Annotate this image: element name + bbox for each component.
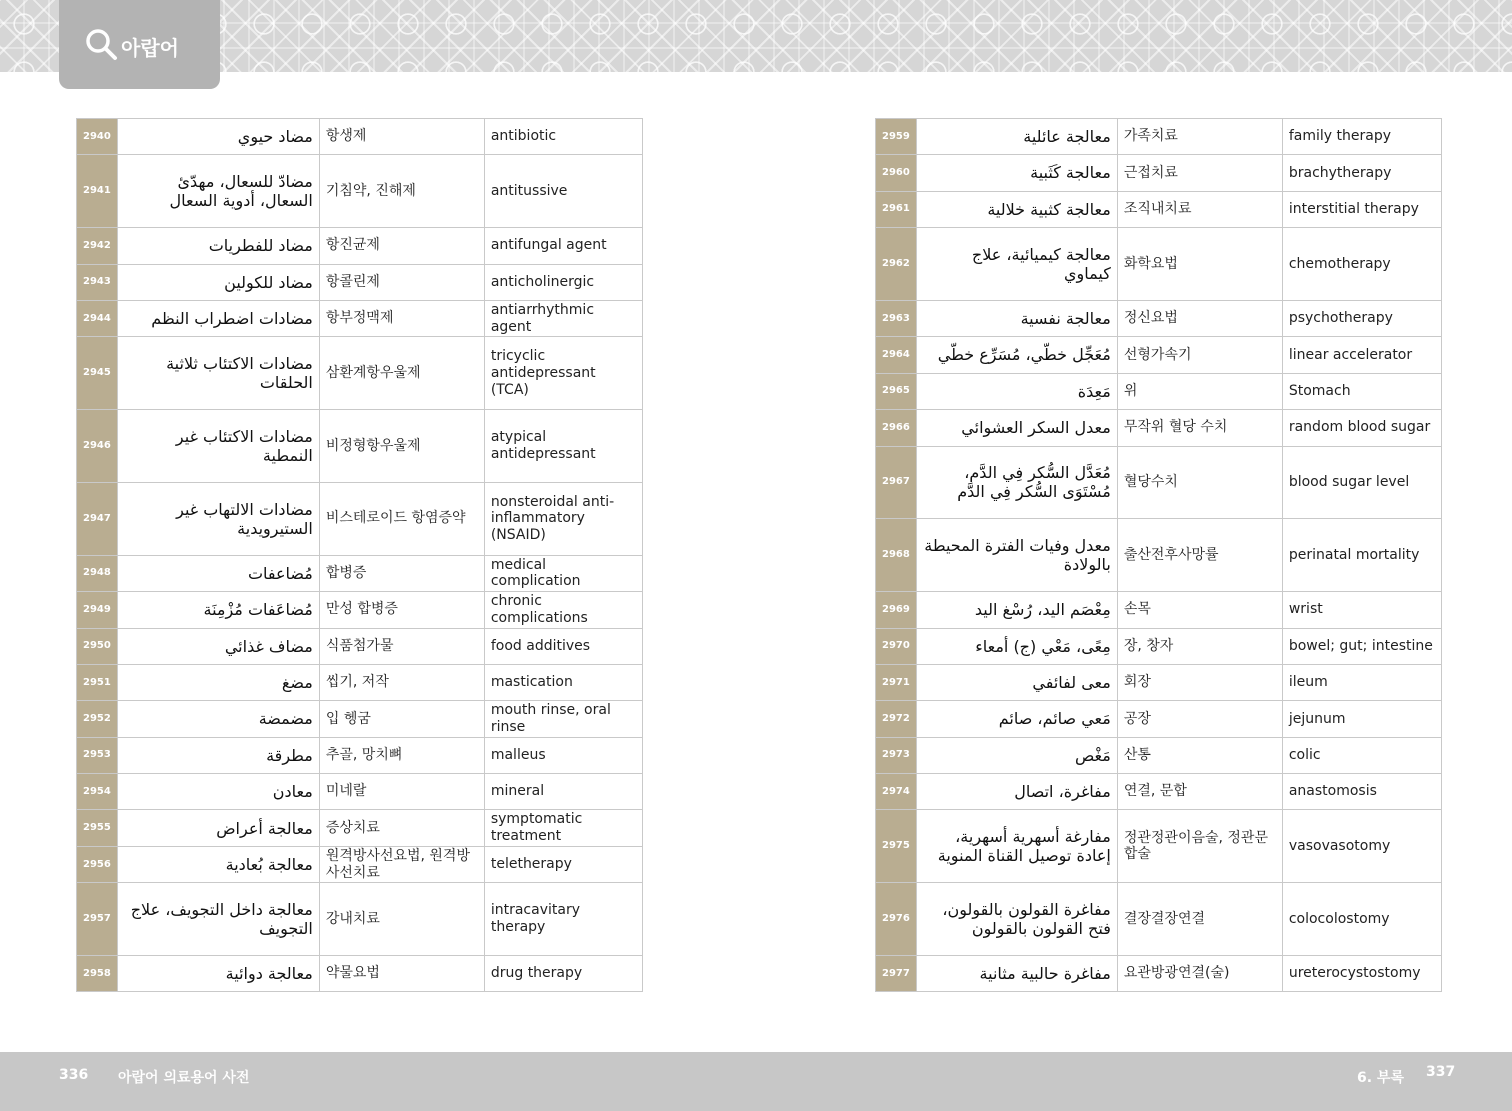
table-row xyxy=(876,337,1442,373)
arabic-term: مضادات الاكتئاب ثلاثية الحلقات xyxy=(117,337,319,410)
korean-term: 무작위 혈당 수치 xyxy=(1117,410,1282,446)
english-term: mineral xyxy=(484,774,642,810)
entry-number: 2971 xyxy=(876,664,917,700)
table-row xyxy=(876,373,1442,409)
arabic-term: معالجة أعراض xyxy=(117,810,319,846)
arabic-term: مضادّ للسعال، مهدّئ السعال، أدوية السعال xyxy=(117,155,319,228)
entry-number: 2960 xyxy=(876,155,917,191)
arabic-term: مضاد للكولين xyxy=(117,264,319,300)
table-row xyxy=(77,737,643,773)
table-row xyxy=(77,337,643,410)
english-term: brachytherapy xyxy=(1282,155,1441,191)
table-row xyxy=(876,883,1442,956)
table-row xyxy=(77,300,643,336)
table-row xyxy=(876,737,1442,773)
entry-number: 2957 xyxy=(77,883,118,956)
entry-number: 2955 xyxy=(77,810,118,846)
arabic-term: مِعًى، مَعْي (ج) أمعاء xyxy=(916,628,1117,664)
korean-term: 삼환계항우울제 xyxy=(319,337,484,410)
english-term: perinatal mortality xyxy=(1282,519,1441,592)
entry-number: 2974 xyxy=(876,774,917,810)
vocab-table-right xyxy=(875,118,1442,992)
arabic-term: مفارغة أسهرية أسهرية، إعادة توصيل القناة المنوية xyxy=(916,810,1117,883)
english-term: anticholinergic xyxy=(484,264,642,300)
entry-number: 2964 xyxy=(876,337,917,373)
korean-term: 비정형항우울제 xyxy=(319,410,484,483)
table-row xyxy=(876,228,1442,301)
arabic-term: مِعْصَم اليد، رُسْغ اليد xyxy=(916,592,1117,628)
table-row xyxy=(77,228,643,264)
table-row xyxy=(77,701,643,737)
english-term: mouth rinse, oral rinse xyxy=(484,701,642,737)
entry-number: 2967 xyxy=(876,446,917,519)
entry-number: 2965 xyxy=(876,373,917,409)
entry-number: 2952 xyxy=(77,701,118,737)
korean-term: 씹기, 저작 xyxy=(319,664,484,700)
table-row xyxy=(876,446,1442,519)
korean-term: 합병증 xyxy=(319,555,484,591)
english-term: intracavitary therapy xyxy=(484,883,642,956)
korean-term: 화학요법 xyxy=(1117,228,1282,301)
korean-term: 산통 xyxy=(1117,737,1282,773)
search-icon xyxy=(85,28,119,62)
table-row xyxy=(876,956,1442,992)
english-term: ureterocystostomy xyxy=(1282,956,1441,992)
arabic-term: مضغ xyxy=(117,664,319,700)
korean-term: 식품첨가물 xyxy=(319,628,484,664)
arabic-term: مضادات الالتهاب غير الستيرويدية xyxy=(117,482,319,555)
english-term: antibiotic xyxy=(484,119,642,155)
english-term: mastication xyxy=(484,664,642,700)
arabic-term: مفاغرة، اتصال xyxy=(916,774,1117,810)
arabic-term: معالجة بُعادية xyxy=(117,846,319,882)
entry-number: 2959 xyxy=(876,119,917,155)
vocab-table-left xyxy=(76,118,643,992)
arabic-term: مضاد حيوي xyxy=(117,119,319,155)
entry-number: 2956 xyxy=(77,846,118,882)
arabic-term: معالجة دوائية xyxy=(117,956,319,992)
table-row xyxy=(876,628,1442,664)
entry-number: 2944 xyxy=(77,300,118,336)
entry-number: 2941 xyxy=(77,155,118,228)
korean-term: 연결, 문합 xyxy=(1117,774,1282,810)
arabic-term: مَعي صائم، صائم xyxy=(916,701,1117,737)
korean-term: 비스테로이드 항염증약 xyxy=(319,482,484,555)
table-row xyxy=(876,592,1442,628)
korean-term: 위 xyxy=(1117,373,1282,409)
entry-number: 2975 xyxy=(876,810,917,883)
arabic-term: مفاغرة حالبية مثانية xyxy=(916,956,1117,992)
english-term: vasovasotomy xyxy=(1282,810,1441,883)
entry-number: 2945 xyxy=(77,337,118,410)
entry-number: 2969 xyxy=(876,592,917,628)
table-row xyxy=(77,810,643,846)
table-row xyxy=(77,555,643,591)
arabic-term: معالجة عائلية xyxy=(916,119,1117,155)
korean-term: 가족치료 xyxy=(1117,119,1282,155)
arabic-term: مُضاعَفات مُزْمِنَة xyxy=(117,592,319,628)
korean-term: 회장 xyxy=(1117,664,1282,700)
left-page-number: 336 xyxy=(59,1067,89,1083)
entry-number: 2961 xyxy=(876,191,917,227)
english-term: chemotherapy xyxy=(1282,228,1441,301)
table-row xyxy=(876,300,1442,336)
korean-term: 정신요법 xyxy=(1117,300,1282,336)
korean-term: 증상치료 xyxy=(319,810,484,846)
arabic-term: معالجة كَثَبية xyxy=(916,155,1117,191)
korean-term: 출산전후사망률 xyxy=(1117,519,1282,592)
english-term: jejunum xyxy=(1282,701,1441,737)
table-row xyxy=(77,410,643,483)
right-running-title: 6. 부록 xyxy=(1357,1070,1404,1086)
entry-number: 2976 xyxy=(876,883,917,956)
korean-term: 근접치료 xyxy=(1117,155,1282,191)
table-row xyxy=(876,774,1442,810)
header-pattern xyxy=(0,0,1512,72)
english-term: antitussive xyxy=(484,155,642,228)
korean-term: 장, 창자 xyxy=(1117,628,1282,664)
english-term: medical complication xyxy=(484,555,642,591)
arabic-term: مضمضة xyxy=(117,701,319,737)
page-footer xyxy=(0,1052,1512,1111)
korean-term: 결장결장연결 xyxy=(1117,883,1282,956)
section-label: 아랍어 xyxy=(121,36,179,60)
english-term: drug therapy xyxy=(484,956,642,992)
korean-term: 미네랄 xyxy=(319,774,484,810)
entry-number: 2968 xyxy=(876,519,917,592)
korean-term: 요관방광연결(술) xyxy=(1117,956,1282,992)
table-row xyxy=(876,664,1442,700)
table-row xyxy=(77,774,643,810)
korean-term: 추골, 망치뼈 xyxy=(319,737,484,773)
table-row xyxy=(876,155,1442,191)
english-term: tricyclic antidepressant (TCA) xyxy=(484,337,642,410)
arabic-term: معالجة كيميائية، علاج كيماوي xyxy=(916,228,1117,301)
entry-number: 2940 xyxy=(77,119,118,155)
table-row xyxy=(77,664,643,700)
english-term: anastomosis xyxy=(1282,774,1441,810)
korean-term: 강내치료 xyxy=(319,883,484,956)
entry-number: 2966 xyxy=(876,410,917,446)
arabic-term: معالجة داخل التجويف، علاج التجويف xyxy=(117,883,319,956)
korean-term: 정관정관이음술, 정관문합술 xyxy=(1117,810,1282,883)
table-row xyxy=(77,592,643,628)
arabic-term: معدل السكر العشوائي xyxy=(916,410,1117,446)
english-term: nonsteroidal anti-inflammatory (NSAID) xyxy=(484,482,642,555)
entry-number: 2946 xyxy=(77,410,118,483)
entry-number: 2962 xyxy=(876,228,917,301)
table-row xyxy=(77,846,643,882)
entry-number: 2949 xyxy=(77,592,118,628)
korean-term: 항생제 xyxy=(319,119,484,155)
english-term: chronic complications xyxy=(484,592,642,628)
arabic-term: معالجة نفسية xyxy=(916,300,1117,336)
table-row xyxy=(77,155,643,228)
arabic-term: مفاغرة القولون بالقولون، فتح القولون بالقولون xyxy=(916,883,1117,956)
entry-number: 2958 xyxy=(77,956,118,992)
english-term: blood sugar level xyxy=(1282,446,1441,519)
entry-number: 2954 xyxy=(77,774,118,810)
entry-number: 2948 xyxy=(77,555,118,591)
arabic-term: معادن xyxy=(117,774,319,810)
korean-term: 항콜린제 xyxy=(319,264,484,300)
right-page-number: 337 xyxy=(1426,1064,1456,1080)
korean-term: 기침약, 진해제 xyxy=(319,155,484,228)
korean-term: 공장 xyxy=(1117,701,1282,737)
english-term: antiarrhythmic agent xyxy=(484,300,642,336)
korean-term: 입 헹굼 xyxy=(319,701,484,737)
english-term: family therapy xyxy=(1282,119,1441,155)
entry-number: 2973 xyxy=(876,737,917,773)
arabic-term: معدل وفيات الفترة المحيطة بالولادة xyxy=(916,519,1117,592)
arabic-term: مضادات الاكتئاب غير النمطية xyxy=(117,410,319,483)
arabic-term: مضادات اضطراب النظم xyxy=(117,300,319,336)
arabic-term: مطرقة xyxy=(117,737,319,773)
english-term: colocolostomy xyxy=(1282,883,1441,956)
table-row xyxy=(77,956,643,992)
english-term: Stomach xyxy=(1282,373,1441,409)
arabic-term: مُعَجِّل خطّي، مُسَرِّع خطّي xyxy=(916,337,1117,373)
table-row xyxy=(77,628,643,664)
english-term: symptomatic treatment xyxy=(484,810,642,846)
entry-number: 2972 xyxy=(876,701,917,737)
arabic-term: مضاف غذائي xyxy=(117,628,319,664)
table-row xyxy=(876,519,1442,592)
arabic-term: مضاد للفطريات xyxy=(117,228,319,264)
table-row xyxy=(876,701,1442,737)
english-term: ileum xyxy=(1282,664,1441,700)
english-term: bowel; gut; intestine xyxy=(1282,628,1441,664)
arabic-term: مَعِدَة xyxy=(916,373,1117,409)
table-row xyxy=(876,191,1442,227)
section-tab xyxy=(59,0,220,89)
korean-term: 항진균제 xyxy=(319,228,484,264)
arabic-term: مَغْص xyxy=(916,737,1117,773)
arabic-term: مُعَدَّل السُّكر فِي الدَّم، مُسْتَوَى السُّكر فِي الدَّم xyxy=(916,446,1117,519)
english-term: colic xyxy=(1282,737,1441,773)
korean-term: 혈당수치 xyxy=(1117,446,1282,519)
korean-term: 손목 xyxy=(1117,592,1282,628)
english-term: antifungal agent xyxy=(484,228,642,264)
korean-term: 항부정맥제 xyxy=(319,300,484,336)
entry-number: 2950 xyxy=(77,628,118,664)
entry-number: 2953 xyxy=(77,737,118,773)
english-term: malleus xyxy=(484,737,642,773)
table-row xyxy=(77,482,643,555)
entry-number: 2970 xyxy=(876,628,917,664)
english-term: interstitial therapy xyxy=(1282,191,1441,227)
korean-term: 선형가속기 xyxy=(1117,337,1282,373)
table-row xyxy=(77,883,643,956)
english-term: psychotherapy xyxy=(1282,300,1441,336)
table-row xyxy=(876,119,1442,155)
arabic-term: معالجة كثبية خلالية xyxy=(916,191,1117,227)
entry-number: 2977 xyxy=(876,956,917,992)
korean-term: 조직내치료 xyxy=(1117,191,1282,227)
english-term: atypical antidepressant xyxy=(484,410,642,483)
table-row xyxy=(876,410,1442,446)
english-term: food additives xyxy=(484,628,642,664)
entry-number: 2942 xyxy=(77,228,118,264)
english-term: wrist xyxy=(1282,592,1441,628)
entry-number: 2951 xyxy=(77,664,118,700)
english-term: linear accelerator xyxy=(1282,337,1441,373)
korean-term: 원격방사선요법, 원격방사선치료 xyxy=(319,846,484,882)
table-row xyxy=(876,810,1442,883)
entry-number: 2947 xyxy=(77,482,118,555)
korean-term: 만성 합병증 xyxy=(319,592,484,628)
left-running-title: 아랍어 의료용어 사전 xyxy=(118,1070,250,1086)
arabic-term: معى لفائفي xyxy=(916,664,1117,700)
korean-term: 약물요법 xyxy=(319,956,484,992)
table-row xyxy=(77,119,643,155)
arabic-term: مُضاعفات xyxy=(117,555,319,591)
entry-number: 2963 xyxy=(876,300,917,336)
english-term: teletherapy xyxy=(484,846,642,882)
english-term: random blood sugar xyxy=(1282,410,1441,446)
entry-number: 2943 xyxy=(77,264,118,300)
table-row xyxy=(77,264,643,300)
